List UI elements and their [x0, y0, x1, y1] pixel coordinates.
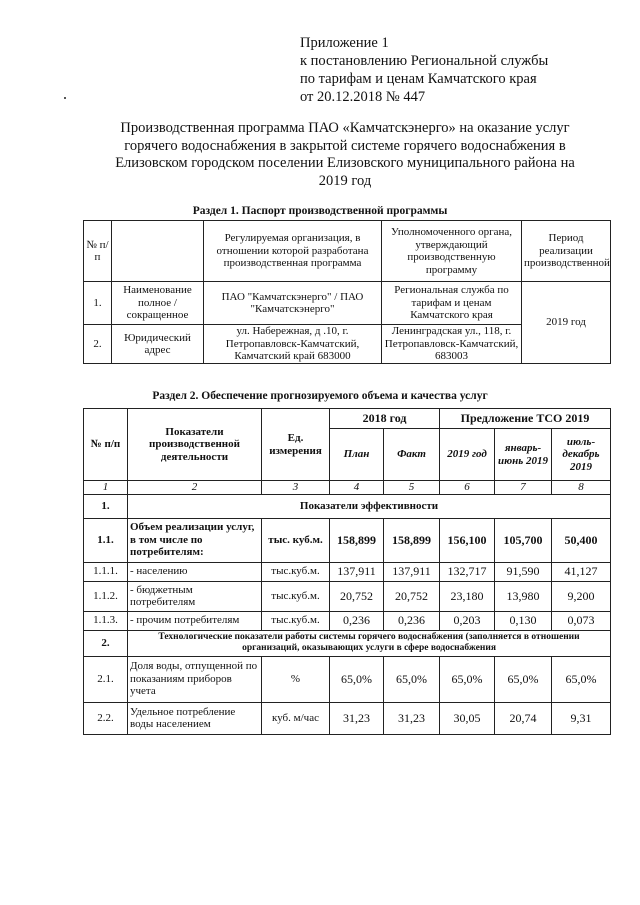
row-2019: 65,0% [440, 656, 495, 702]
row-2019: 30,05 [440, 702, 495, 734]
row-fact: 0,236 [384, 611, 440, 630]
tech-num: 2. [84, 630, 128, 656]
row-2019: 132,717 [440, 562, 495, 581]
column-number: 4 [330, 481, 384, 495]
column-number: 2 [128, 481, 262, 495]
row-num: 2.1. [84, 656, 128, 702]
row-unit: куб. м/час [262, 702, 330, 734]
row-h1: 0,130 [495, 611, 552, 630]
appendix-line: по тарифам и ценам Камчатского края [300, 71, 537, 87]
row-fact: 158,899 [384, 518, 440, 562]
header-unit: Ед. измерения [262, 409, 330, 481]
row-num: 1. [84, 282, 112, 325]
header-h1: январь-июнь 2019 [495, 429, 552, 481]
passport-table [83, 220, 611, 364]
header-proposal: Предложение ТСО 2019 [440, 409, 611, 429]
header-period: Период реализации производственной [522, 221, 611, 282]
scan-speck [64, 97, 66, 99]
row-unit: тыс.куб.м. [262, 581, 330, 611]
row-num: 1.1.2. [84, 581, 128, 611]
row-plan: 0,236 [330, 611, 384, 630]
row-h1: 20,74 [495, 702, 552, 734]
row-unit: тыс.куб.м. [262, 562, 330, 581]
row-fact: 20,752 [384, 581, 440, 611]
header-num: № п/п [84, 409, 128, 481]
row-authority: Ленинградская ул., 118, г. Петропавловск-Камчатский, 683003 [382, 325, 522, 364]
column-number: 1 [84, 481, 128, 495]
row-2019: 156,100 [440, 518, 495, 562]
header-num: № п/п [84, 221, 112, 282]
header-indicator: Показатели производственной деятельности [128, 409, 262, 481]
row-label: Удельное потребление воды населением [128, 702, 262, 734]
row-h2: 65,0% [552, 656, 611, 702]
row-fact: 31,23 [384, 702, 440, 734]
row-2019: 23,180 [440, 581, 495, 611]
row-plan: 31,23 [330, 702, 384, 734]
table-row [84, 562, 611, 581]
row-2019: 0,203 [440, 611, 495, 630]
appendix-line: Приложение 1 [300, 35, 389, 51]
row-org: ул. Набережная, д .10, г. Петропавловск-Камчатский, Камчатский край 683000 [204, 325, 382, 364]
row-label: - бюджетным потребителям [128, 581, 262, 611]
header-authority: Уполномоченного органа, утверждающий производственную программу [382, 221, 522, 282]
header-2019: 2019 год [440, 429, 495, 481]
row-fact: 137,911 [384, 562, 440, 581]
row-h1: 65,0% [495, 656, 552, 702]
column-number: 3 [262, 481, 330, 495]
table-row [84, 518, 611, 562]
header-plan: План [330, 429, 384, 481]
row-unit: % [262, 656, 330, 702]
row-unit: тыс. куб.м. [262, 518, 330, 562]
table-row [84, 581, 611, 611]
table-row [84, 282, 611, 325]
row-label: Юридический адрес [112, 325, 204, 364]
row-num: 1.1. [84, 518, 128, 562]
tech-heading: Технологические показатели работы системы горячего водоснабжения (заполняется в отношении организаций, оказывающих услуги в сфере водоснабжения [128, 630, 611, 656]
row-authority: Региональная служба по тарифам и ценам Камчатского края [382, 282, 522, 325]
appendix-block [300, 34, 548, 106]
row-h2: 9,31 [552, 702, 611, 734]
row-org: ПАО "Камчатскэнерго" / ПАО "Камчатскэнерго" [204, 282, 382, 325]
appendix-line: от 20.12.2018 № 447 [300, 89, 426, 105]
efficiency-num: 1. [84, 494, 128, 518]
period-value: 2019 год [522, 282, 611, 364]
column-number: 5 [384, 481, 440, 495]
row-label: Наименование полное / сокращенное [112, 282, 204, 325]
row-h2: 50,400 [552, 518, 611, 562]
header-org: Регулируемая организация, в отношении которой разработана производственная программа [204, 221, 382, 282]
row-h2: 9,200 [552, 581, 611, 611]
table-row [84, 702, 611, 734]
row-label: Объем реализации услуг, в том числе по потребителям: [128, 518, 262, 562]
column-number: 7 [495, 481, 552, 495]
row-num: 2. [84, 325, 112, 364]
appendix-line: к постановлению Региональной службы [300, 53, 549, 69]
row-h2: 0,073 [552, 611, 611, 630]
header-empty [112, 221, 204, 282]
header-2018: 2018 год [330, 409, 440, 429]
row-h2: 41,127 [552, 562, 611, 581]
row-h1: 91,590 [495, 562, 552, 581]
row-unit: тыс.куб.м. [262, 611, 330, 630]
row-label: - прочим потребителям [128, 611, 262, 630]
column-number: 8 [552, 481, 611, 495]
header-fact: Факт [384, 429, 440, 481]
row-label: Доля воды, отпущенной по показаниям приборов учета [128, 656, 262, 702]
table-row [84, 611, 611, 630]
table-row [84, 656, 611, 702]
document-title: Производственная программа ПАО «Камчатскэнерго» на оказание услуг горячего водоснабжения в закрытой системе горячего водоснабжения в Елизовском городском поселении Елизовского муниципального района на 2019 год [115, 120, 575, 189]
row-plan: 20,752 [330, 581, 384, 611]
section2-heading: Раздел 2. Обеспечение прогнозируемого объема и качества услуг [152, 390, 488, 402]
row-h1: 13,980 [495, 581, 552, 611]
services-table [83, 408, 611, 735]
row-label: - населению [128, 562, 262, 581]
header-h2: июль-декабрь 2019 [552, 429, 611, 481]
row-fact: 65,0% [384, 656, 440, 702]
row-plan: 158,899 [330, 518, 384, 562]
row-plan: 65,0% [330, 656, 384, 702]
efficiency-heading: Показатели эффективности [128, 494, 611, 518]
row-num: 1.1.1. [84, 562, 128, 581]
row-plan: 137,911 [330, 562, 384, 581]
column-number: 6 [440, 481, 495, 495]
row-h1: 105,700 [495, 518, 552, 562]
row-num: 2.2. [84, 702, 128, 734]
row-num: 1.1.3. [84, 611, 128, 630]
section1-heading: Раздел 1. Паспорт производственной программы [192, 205, 448, 217]
